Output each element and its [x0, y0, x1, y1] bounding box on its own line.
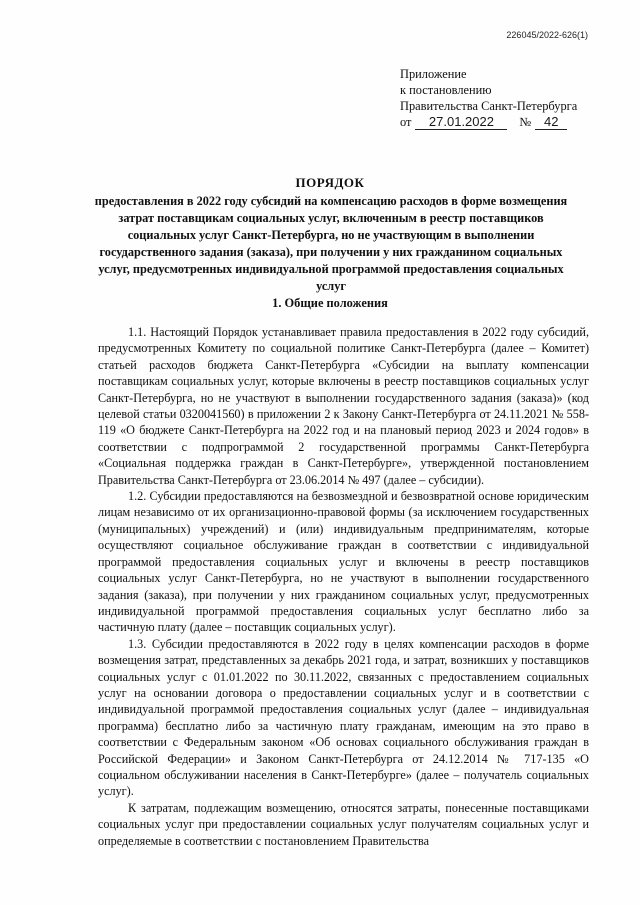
paragraph-costs: К затратам, подлежащим возмещению, относятся затраты, понесенные поставщиками социальных услуг при предоставлении социальных услуг получателям социальных услуг и определяемые в соответствии с постановлением Правительства	[98, 800, 589, 848]
paragraph-1-1: 1.1. Настоящий Порядок устанавливает правила предоставления в 2022 году субсидий, предусмотренных Комитету по социальной политике Санкт-Петербурга (далее – Комитет) статьей расходов бюджета Санкт-Петербурга «Субсидии на выплату компенсации поставщикам социальных услуг, которые включены в реестр поставщиков социальных услуг Санкт-Петербурга, но не участвуют в выполнении государственного задания (заказа)» (код целевой статьи 0320041560) в приложении 2 к Закону Санкт-Петербурга от 24.11.2021 № 558-119 «О бюджете Санкт-Петербурга на 2022 год и на плановый период 2023 и 2024 годов» в соответствии с подпрограммой 2 государственной программы Санкт-Петербурга «Социальная поддержка граждан в Санкт-Петербурге», утвержденной постановлением Правительства Санкт-Петербурга от 23.06.2014 № 497 (далее – субсидии).	[98, 325, 589, 487]
appendix-date-line	[400, 114, 600, 130]
document-subtitle: предоставления в 2022 году субсидий на компенсацию расходов в форме возмещения затрат поставщикам социальных услуг, включенным в реестр поставщиков социальных услуг Санкт-Петербурга, но не участвующим в выполнении государственного задания (заказа), при получении у них гражданином социальных услуг, предусмотренных индивидуальной программой предоставления социальных услуг	[94, 194, 568, 293]
appendix-line-1: Приложение	[400, 67, 467, 81]
paragraph-1-2: 1.2. Субсидии предоставляются на безвозмездной и безвозвратной основе юридическим лицам независимо от их организационно-правовой формы (за исключением государственных (муниципальных) учреждений) и (или) индивидуальным предпринимателям, которые осуществляют социальное обслуживание граждан в соответствии с индивидуальной программой предоставления социальных услуг и включены в реестр поставщиков социальных услуг Санкт-Петербурга, но не участвуют в выполнении государственного задания (заказа), при получении у них гражданином социальных услуг, предусмотренных индивидуальной программой предоставления социальных услуг бесплатно либо за частичную плату (далее – поставщик социальных услуг).	[98, 489, 589, 635]
number-label: №	[519, 115, 532, 129]
handwritten-date: 27.01.2022	[415, 115, 507, 130]
paragraph-1-3: 1.3. Субсидии предоставляются в 2022 году в целях компенсации расходов в форме возмещения затрат, представленных за декабрь 2021 года, и затрат, возникших у поставщиков социальных услуг с 01.01.2022 по 30.11.2022, связанных с предоставлением социальных услуг на основании договора о предоставлении социальных услуг и в соответствии с индивидуальной программой предоставления социальных услуг (далее – индивидуальная программа) бесплатно либо за частичную плату гражданам, имеющим на это право в соответствии с Федеральным законом «Об основах социального обслуживания граждан в Российской Федерации» и Законом Санкт-Петербурга от 24.12.2014 № 717-135 «О социальном обслуживании населения в Санкт-Петербурге» (далее – получатель социальных услуг).	[98, 636, 589, 799]
document-body	[98, 324, 589, 849]
appendix-line-2: к постановлению	[400, 83, 492, 97]
section-heading: 1. Общие положения	[272, 296, 388, 310]
handwritten-number: 42	[535, 115, 567, 130]
document-title: ПОРЯДОК	[295, 175, 365, 190]
from-label: от	[400, 115, 412, 129]
document-number: 226045/2022-626(1)	[506, 30, 588, 40]
appendix-line-3: Правительства Санкт-Петербурга	[400, 99, 578, 113]
appendix-block	[400, 66, 600, 130]
